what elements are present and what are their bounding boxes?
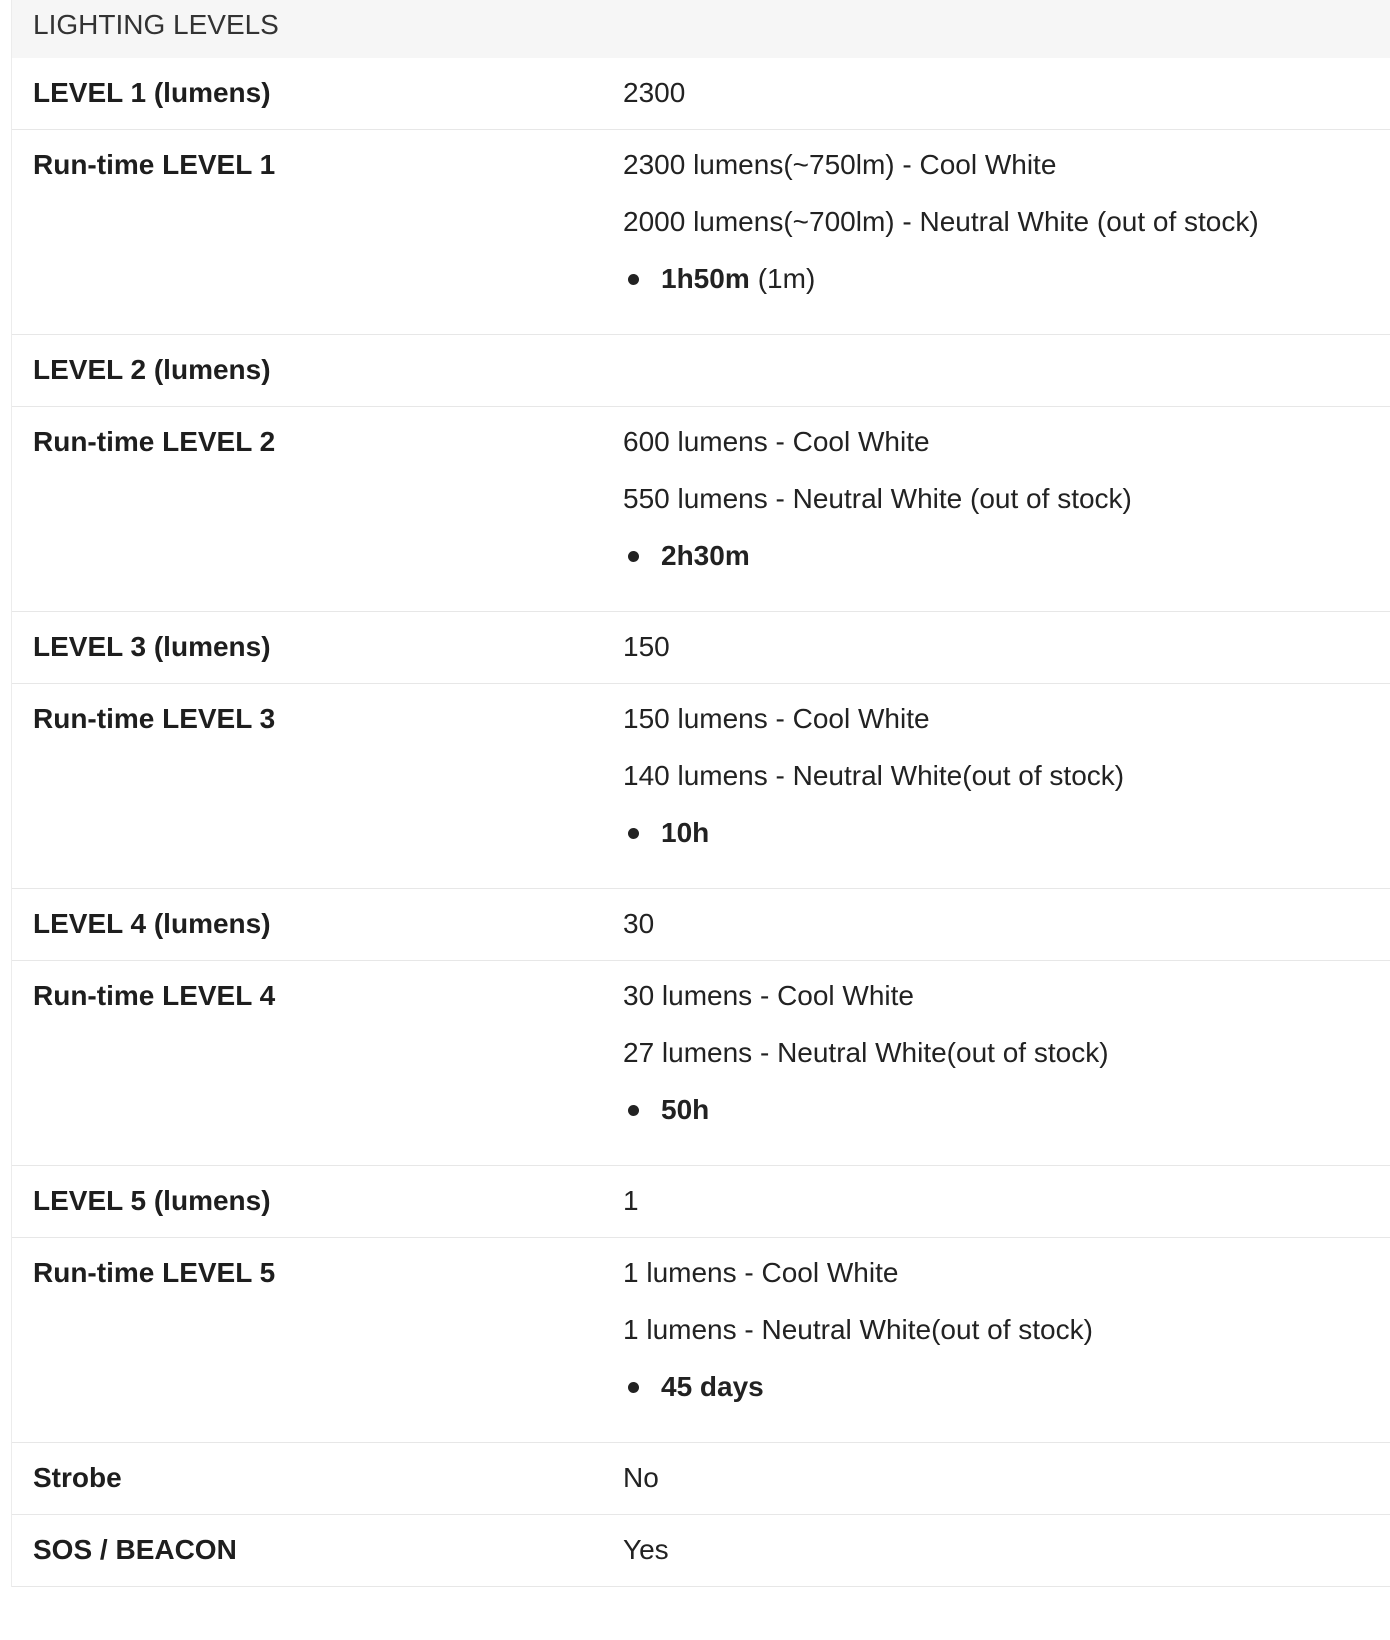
runtime-bullet bbox=[623, 1370, 1390, 1404]
bullet-icon bbox=[628, 1105, 639, 1116]
bullet-icon bbox=[628, 1382, 639, 1393]
spec-value bbox=[623, 407, 1390, 612]
spec-value: 1 bbox=[623, 1166, 1390, 1238]
runtime-line: 2300 lumens(~750lm) - Cool White bbox=[623, 149, 1057, 180]
table-row bbox=[12, 1238, 1390, 1443]
table-row bbox=[12, 58, 1390, 130]
spec-label: Strobe bbox=[12, 1443, 623, 1515]
runtime-duration: 10h bbox=[661, 817, 710, 848]
spec-label: LEVEL 1 (lumens) bbox=[12, 58, 623, 130]
spec-value: No bbox=[623, 1443, 1390, 1515]
lighting-levels-specs bbox=[11, 0, 1390, 1587]
runtime-bullet bbox=[623, 1093, 1390, 1127]
spec-table bbox=[12, 58, 1390, 1587]
spec-label: LEVEL 2 (lumens) bbox=[12, 335, 623, 407]
runtime-line: 150 lumens - Cool White bbox=[623, 703, 930, 734]
table-row bbox=[12, 1443, 1390, 1515]
runtime-duration: 50h bbox=[661, 1094, 710, 1125]
spec-label: LEVEL 4 (lumens) bbox=[12, 889, 623, 961]
spec-label: Run-time LEVEL 5 bbox=[12, 1238, 623, 1443]
spec-value: 150 bbox=[623, 612, 1390, 684]
section-header: LIGHTING LEVELS bbox=[12, 0, 1390, 58]
runtime-bullet bbox=[623, 539, 1390, 573]
table-row bbox=[12, 961, 1390, 1166]
spec-value bbox=[623, 1238, 1390, 1443]
runtime-line: 1 lumens - Cool White bbox=[623, 1257, 899, 1288]
table-row bbox=[12, 684, 1390, 889]
runtime-duration: 1h50m bbox=[661, 263, 750, 294]
spec-label: Run-time LEVEL 3 bbox=[12, 684, 623, 889]
table-row bbox=[12, 335, 1390, 407]
runtime-duration: 2h30m bbox=[661, 540, 750, 571]
table-row bbox=[12, 130, 1390, 335]
table-row bbox=[12, 889, 1390, 961]
runtime-duration: 45 days bbox=[661, 1371, 764, 1402]
runtime-line: 600 lumens - Cool White bbox=[623, 426, 930, 457]
spec-value: Yes bbox=[623, 1515, 1390, 1587]
spec-value bbox=[623, 684, 1390, 889]
spec-label: LEVEL 3 (lumens) bbox=[12, 612, 623, 684]
spec-label: Run-time LEVEL 4 bbox=[12, 961, 623, 1166]
spec-value bbox=[623, 961, 1390, 1166]
bullet-icon bbox=[628, 274, 639, 285]
table-row bbox=[12, 1515, 1390, 1587]
table-row bbox=[12, 407, 1390, 612]
bullet-icon bbox=[628, 551, 639, 562]
table-row bbox=[12, 1166, 1390, 1238]
runtime-bullet bbox=[623, 262, 1390, 296]
runtime-line: 2000 lumens(~700lm) - Neutral White (out of stock) bbox=[623, 206, 1259, 237]
table-row bbox=[12, 612, 1390, 684]
spec-value bbox=[623, 335, 1390, 407]
spec-label: Run-time LEVEL 1 bbox=[12, 130, 623, 335]
runtime-line: 550 lumens - Neutral White (out of stock) bbox=[623, 483, 1132, 514]
spec-value bbox=[623, 130, 1390, 335]
runtime-note: (1m) bbox=[757, 263, 816, 294]
spec-label: SOS / BEACON bbox=[12, 1515, 623, 1587]
bullet-icon bbox=[628, 828, 639, 839]
runtime-bullet bbox=[623, 816, 1390, 850]
runtime-line: 140 lumens - Neutral White(out of stock) bbox=[623, 760, 1125, 791]
runtime-line: 30 lumens - Cool White bbox=[623, 980, 915, 1011]
spec-label: LEVEL 5 (lumens) bbox=[12, 1166, 623, 1238]
spec-value: 2300 bbox=[623, 58, 1390, 130]
spec-label: Run-time LEVEL 2 bbox=[12, 407, 623, 612]
runtime-line: 27 lumens - Neutral White(out of stock) bbox=[623, 1037, 1109, 1068]
runtime-line: 1 lumens - Neutral White(out of stock) bbox=[623, 1314, 1093, 1345]
spec-value: 30 bbox=[623, 889, 1390, 961]
